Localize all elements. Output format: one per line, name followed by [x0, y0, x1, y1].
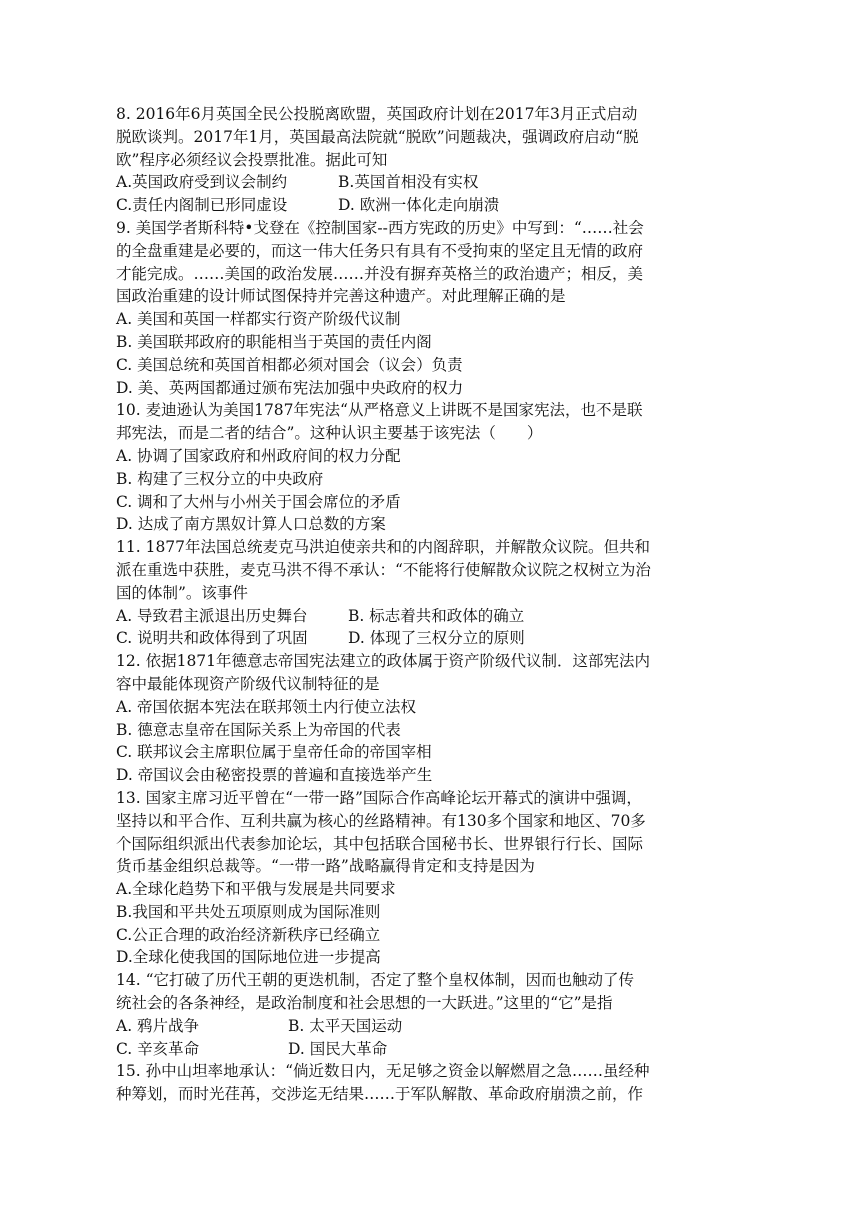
question-stem-line: 10. 麦迪逊认为美国1787年宪法“从严格意义上讲既不是国家宪法，也不是联: [116, 401, 643, 420]
question-stem-line: 国的体制”。该事件: [116, 583, 248, 602]
question-stem-line: 个国际组织派出代表参加论坛，其中包括联合国秘书长、世界银行行长、国际: [116, 834, 644, 853]
question-stem-line: 9. 美国学者斯科特•戈登在《控制国家--西方宪政的历史》中写到：“……社会: [116, 218, 644, 237]
option-b: B.英国首相没有实权: [338, 173, 479, 192]
option-row: [116, 1015, 746, 1038]
question-stem-line: 坚持以和平合作、互利共赢为核心的丝路精神。有130多个国家和地区、70多: [116, 811, 646, 830]
option-b: B.我国和平共处五项原则成为国际准则: [116, 902, 381, 921]
option-row: [116, 171, 746, 194]
question-15: [116, 1060, 746, 1106]
question-14: [116, 969, 746, 1060]
question-stem-line: 货币基金组织总裁等。“一带一路”战略赢得肯定和支持是因为: [116, 857, 535, 876]
option-c: C. 联邦议会主席职位属于皇帝任命的帝国宰相: [116, 743, 432, 762]
question-13: [116, 787, 746, 969]
option-row: [116, 605, 746, 628]
option-c: C. 说明共和政体得到了巩固: [116, 629, 308, 648]
question-stem-line: 才能完成。……美国的政治发展……并没有摒弃英格兰的政治遗产；相反，美: [116, 264, 644, 283]
question-stem-line: 国政治重建的设计师试图保持并完善这种遗产。对此理解正确的是: [116, 287, 566, 306]
question-10: [116, 399, 746, 536]
option-a: A. 美国和英国一样都实行资产阶级代议制: [116, 310, 401, 329]
question-stem-line: 11. 1877年法国总统麦克马洪迫使亲共和的内阁辞职，并解散众议院。但共和: [116, 538, 651, 557]
question-stem-line: 统社会的各条神经，是政治制度和社会思想的一大跃进。”这里的“它”是指: [116, 994, 613, 1013]
question-stem-line: 欧”程序必须经议会投票批准。据此可知: [116, 150, 388, 169]
option-a: A. 鸦片战争: [116, 1016, 200, 1035]
question-stem-line: 容中最能体现资产阶级代议制特征的是: [116, 674, 380, 693]
option-b: B. 德意志皇帝在国际关系上为帝国的代表: [116, 720, 401, 739]
question-stem-line: 脱欧谈判。2017年1月，英国最高法院就“脱欧”问题裁决，强调政府启动“脱: [116, 127, 639, 146]
option-b: B. 标志着共和政体的确立: [348, 606, 525, 625]
option-b: B. 美国联邦政府的职能相当于英国的责任内阁: [116, 332, 432, 351]
option-a: A. 协调了国家政府和州政府间的权力分配: [116, 446, 401, 465]
option-b: B. 太平天国运动: [288, 1016, 403, 1035]
question-stem-line: 13. 国家主席习近平曾在“一带一路”国际合作高峰论坛开幕式的演讲中强调，: [116, 788, 642, 807]
option-a: A. 帝国依据本宪法在联邦领土内行使立法权: [116, 697, 417, 716]
document-page: [116, 103, 746, 1106]
question-stem-line: 种筹划，而时光荏苒，交涉迄无结果……于军队解散、革命政府崩溃之前，作: [116, 1085, 644, 1104]
option-d: D. 国民大革命: [288, 1039, 388, 1058]
question-stem-line: 14. “它打破了历代王朝的更迭机制，否定了整个皇权体制，因而也触动了传: [116, 971, 635, 990]
option-c: C. 调和了大州与小州关于国会席位的矛盾: [116, 492, 401, 511]
option-c: C.责任内阁制已形同虚设: [116, 196, 288, 215]
option-c: C.公正合理的政治经济新秩序已经确立: [116, 925, 381, 944]
option-d: D.全球化使我国的国际地位进一步提高: [116, 948, 381, 967]
option-a: A.英国政府受到议会制约: [116, 173, 288, 192]
option-row: [116, 1038, 746, 1061]
option-d: D. 美、英两国都通过颁布宪法加强中央政府的权力: [116, 378, 464, 397]
question-8: [116, 103, 746, 217]
question-11: [116, 536, 746, 650]
question-stem-line: 派在重选中获胜，麦克马洪不得不承认：“不能将行使解散众议院之权树立为治: [116, 560, 651, 579]
question-stem-line: 8. 2016年6月英国全民公投脱离欧盟，英国政府计划在2017年3月正式启动: [116, 105, 638, 123]
question-stem-line: 的全盘重建是必要的，而这一伟大任务只有具有不受拘束的坚定且无情的政府: [116, 241, 644, 260]
option-b: B. 构建了三权分立的中央政府: [116, 469, 324, 488]
option-row: [116, 194, 746, 217]
option-d: D. 达成了南方黑奴计算人口总数的方案: [116, 515, 386, 534]
option-row: [116, 627, 746, 650]
question-9: [116, 217, 746, 399]
question-stem-line: 邦宪法，而是二者的结合”。这种认识主要基于该宪法（ ）: [116, 424, 543, 443]
question-stem-line: 15. 孙中山坦率地承认：“倘近数日内，无足够之资金以解燃眉之急……虽经种: [116, 1062, 650, 1081]
option-d: D. 帝国议会由秘密投票的普遍和直接选举产生: [116, 766, 433, 785]
option-a: A. 导致君主派退出历史舞台: [116, 606, 308, 625]
question-12: [116, 650, 746, 787]
question-stem-line: 12. 依据1871年德意志帝国宪法建立的政体属于资产阶级代议制．这部宪法内: [116, 652, 651, 671]
option-d: D. 欧洲一体化走向崩溃: [338, 196, 500, 215]
option-c: C. 辛亥革命: [116, 1039, 200, 1058]
option-c: C. 美国总统和英国首相都必须对国会（议会）负责: [116, 355, 463, 374]
option-a: A.全球化趋势下和平俄与发展是共同要求: [116, 880, 396, 899]
option-d: D. 体现了三权分立的原则: [348, 629, 525, 648]
